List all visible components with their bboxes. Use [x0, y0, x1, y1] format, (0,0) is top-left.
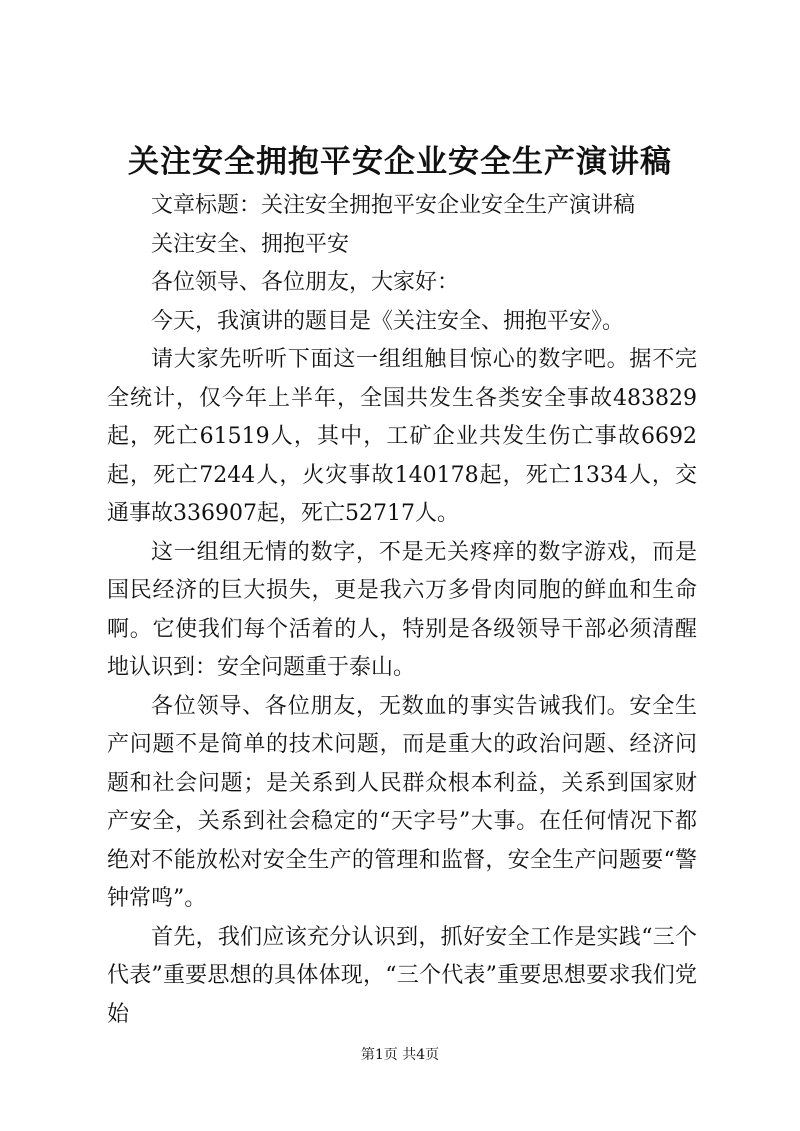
paragraph: 这一组组无情的数字，不是无关疼痒的数字游戏，而是国民经济的巨大损失，更是我六万多骨肉同胞的鲜血和生命啊。它使我们每个活着的人，特别是各级领导干部必须清醒地认识到：安全问题重于泰山。 — [107, 539, 697, 680]
paragraph: 今天，我演讲的题目是《关注安全、拥抱平安》。 — [151, 308, 625, 334]
page-number-footer: 第1页 共4页 — [360, 1047, 440, 1063]
paragraph: 请大家先听听下面这一组组触目惊心的数字吧。据不完全统计，仅今年上半年，全国共发生各类安全事故483829起，死亡61519人，其中，工矿企业共发生伤亡事故6692起，死亡7244人，火灾事故140178起，死亡1334人，交通事故336907起，死亡52717人。 — [107, 347, 697, 526]
document-title: 关注安全拥抱平安企业安全生产演讲稿 — [128, 144, 672, 180]
paragraph: 关注安全、拥抱平安 — [151, 231, 350, 257]
paragraph: 各位领导、各位朋友，无数血的事实告诫我们。安全生产问题不是简单的技术问题，而是重大的政治问题、经济问题和社会问题；是关系到人民群众根本利益，关系到国家财产安全，关系到社会稳定的“天字号”大事。在任何情况下都绝对不能放松对安全生产的管理和监督，安全生产问题要“警钟常鸣”。 — [107, 693, 697, 911]
paragraph: 首先，我们应该充分认识到，抓好安全工作是实践“三个代表”重要思想的具体体现，“三个代表”重要思想要求我们党始 — [107, 924, 697, 1027]
paragraph: 文章标题：关注安全拥抱平安企业安全生产演讲稿 — [151, 193, 636, 218]
document-body — [107, 187, 697, 1034]
paragraph: 各位领导、各位朋友，大家好： — [151, 270, 460, 295]
